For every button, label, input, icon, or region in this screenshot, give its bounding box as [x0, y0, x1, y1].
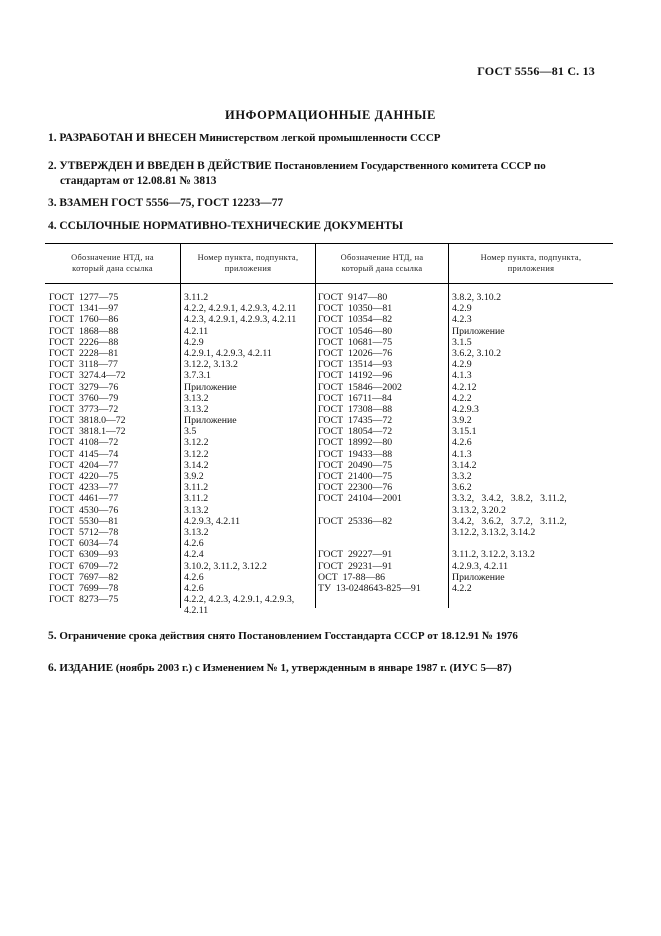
table-header-cell: [316, 252, 448, 274]
table-cell: 3.6.2: [452, 482, 472, 494]
table-cell: ГОСТ 7697—82: [49, 571, 119, 583]
table-cell: ГОСТ 20490—75: [318, 459, 393, 471]
table-cell: 3.5: [184, 426, 197, 438]
table-cell: 3.12.2: [184, 437, 209, 449]
table-cell: ГОСТ 22300—76: [318, 482, 393, 494]
table-cell: 4.2.2: [452, 582, 472, 594]
table-cell: 3.3.2: [452, 471, 472, 482]
table-cell: ГОСТ 19433—88: [318, 448, 393, 460]
table-cell: 3.11.2: [184, 493, 209, 505]
table-col-divider: [315, 243, 316, 608]
table-cell: 3.13.2: [184, 526, 209, 538]
table-cell: ГОСТ 1277—75: [49, 292, 119, 303]
table-cell: ГОСТ 3773—72: [49, 403, 119, 415]
table-cell: 4.1.3: [452, 370, 472, 382]
table-cell: 3.13.2: [184, 504, 209, 516]
right-docs-column: [318, 292, 421, 594]
table-cell: 4.2.9.3: [452, 403, 479, 415]
table-cell: 3.13.2: [184, 403, 209, 415]
table-header-cell: [45, 252, 180, 274]
table-cell: ГОСТ 5712—78: [49, 526, 119, 538]
item-text: Постановлением Госстандарта СССР от 18.12.91 № 1976: [235, 630, 518, 642]
header-line: Обозначение НТД, на: [340, 253, 424, 262]
table-cell: 3.9.2: [452, 415, 472, 427]
table-cell: ГОСТ 18054—72: [318, 426, 393, 438]
item-number: 5.: [48, 630, 57, 642]
table-cell: ГОСТ 3760—79: [49, 392, 119, 404]
table-cell: 3.8.2, 3.10.2: [452, 292, 501, 303]
header-line: Обозначение НТД, на: [71, 253, 154, 262]
table-cell: ГОСТ 17435—72: [318, 415, 393, 427]
table-cell: [318, 505, 421, 516]
table-cell: ГОСТ 29227—91: [318, 549, 393, 561]
table-cell: 3.15.1: [452, 426, 477, 438]
left-items-column: [184, 292, 296, 616]
table-cell: 4.2.9.3, 4.2.11: [452, 560, 508, 572]
table-cell: ГОСТ 10354—82: [318, 314, 393, 326]
header-line: приложения: [507, 264, 555, 273]
table-cell: 3.7.3.1: [184, 370, 211, 382]
table-cell: 3.1.5: [452, 336, 472, 348]
table-cell: [452, 538, 567, 549]
table-cell: 4.2.9.1, 4.2.9.3, 4.2.11: [184, 347, 272, 359]
table-cell: ГОСТ 14192—96: [318, 370, 393, 382]
table-cell: ГОСТ 6709—72: [49, 560, 119, 572]
header-line: Номер пункта, подпункта,: [480, 253, 582, 262]
table-cell: 3.14.2: [452, 459, 477, 471]
table-cell: ГОСТ 8273—75: [49, 594, 119, 606]
references-table: [45, 243, 613, 617]
item-number: 6.: [48, 662, 57, 674]
table-cell: Приложение: [184, 381, 237, 393]
table-cell: ГОСТ 3279—76: [49, 381, 119, 393]
table-cell: ГОСТ 4233—77: [49, 482, 119, 494]
table-cell: ОСТ 17-88—86: [318, 571, 386, 583]
table-cell: 4.2.6: [452, 437, 472, 449]
table-cell: ГОСТ 4145—74: [49, 448, 119, 460]
document-title: ИНФОРМАЦИОННЫЕ ДАННЫЕ: [225, 108, 436, 122]
table-cell: ГОСТ 9147—80: [318, 292, 388, 303]
left-docs-column: [49, 292, 126, 616]
table-cell: 4.2.4: [184, 549, 204, 561]
table-cell: ГОСТ 17308—88: [318, 403, 393, 415]
table-cell: ГОСТ 1760—86: [49, 314, 119, 326]
table-cell: ГОСТ 10350—81: [318, 303, 393, 315]
table-cell: 4.2.11: [184, 325, 209, 337]
table-cell: 3.11.2, 3.12.2, 3.13.2: [452, 549, 535, 561]
table-cell: ГОСТ 4204—77: [49, 459, 119, 471]
table-cell: ГОСТ 3118—77: [49, 359, 118, 371]
table-cell: 4.2.9: [452, 359, 472, 371]
table-cell: 3.6.2, 3.10.2: [452, 347, 501, 359]
table-cell: ГОСТ 3274.4—72: [49, 370, 126, 382]
table-cell: 3.13.2, 3.20.2: [452, 504, 506, 516]
table-cell: 4.2.2, 4.2.9.1, 4.2.9.3, 4.2.11: [184, 303, 297, 315]
table-cell: ГОСТ 3818.0—72: [49, 415, 126, 427]
table-cell: ГОСТ 2226—88: [49, 336, 119, 348]
item-heading: УТВЕРЖДЕН И ВВЕДЕН В ДЕЙСТВИЕ: [59, 160, 272, 172]
table-cell: ГОСТ 21400—75: [318, 471, 393, 482]
table-cell: ГОСТ 24104—2001: [318, 493, 402, 505]
item-heading: ИЗДАНИЕ (ноябрь 2003 г.) с Изменением № 1, утвержденным в январе 1987 г. (ИУС 5—87): [59, 662, 512, 674]
header-line: приложения: [224, 264, 272, 273]
item-heading: РАЗРАБОТАН И ВНЕСЕН: [59, 132, 197, 144]
table-cell: ГОСТ 3818.1—72: [49, 426, 126, 438]
item-text: Министерством легкой промышленности СССР: [196, 132, 441, 144]
table-cell: ГОСТ 12026—76: [318, 347, 393, 359]
item-1: [48, 131, 608, 146]
table-cell: 4.2.9: [452, 303, 472, 315]
table-cell: 4.2.9.3, 4.2.11: [184, 515, 240, 527]
item-4: [48, 219, 608, 234]
table-cell: ГОСТ 6309—93: [49, 549, 119, 561]
table-cell: Приложение: [452, 325, 505, 337]
page-header-reference: ГОСТ 5556—81 С. 13: [477, 64, 595, 78]
table-cell: 3.4.2, 3.6.2, 3.7.2, 3.11.2,: [452, 515, 567, 527]
table-header-cell: [449, 252, 613, 274]
item-heading: ВЗАМЕН ГОСТ 5556—75, ГОСТ 12233—77: [59, 197, 284, 209]
item-heading: Ограничение срока действия снято: [59, 630, 236, 642]
table-cell: ГОСТ 6034—74: [49, 538, 119, 550]
table-cell: 4.1.3: [452, 448, 472, 460]
table-cell: ГОСТ 5530—81: [49, 515, 119, 527]
table-col-divider: [180, 243, 181, 608]
right-items-column: [452, 292, 567, 594]
header-line: который дана ссылка: [341, 264, 423, 273]
table-cell: ГОСТ 1341—97: [49, 303, 119, 315]
table-header-cell: [181, 252, 315, 274]
table-cell: Приложение: [452, 571, 505, 583]
item-heading: ССЫЛОЧНЫЕ НОРМАТИВНО-ТЕХНИЧЕСКИЕ ДОКУМЕНТЫ: [59, 220, 403, 232]
item-3: [48, 196, 608, 211]
table-cell: 4.2.3, 4.2.9.1, 4.2.9.3, 4.2.11: [184, 314, 297, 326]
table-cell: ГОСТ 10546—80: [318, 325, 393, 337]
table-cell: 4.2.9: [184, 336, 204, 348]
table-cell: 4.2.12: [452, 381, 477, 393]
item-text-line2: стандартам от 12.08.81 № 3813: [60, 175, 217, 187]
table-cell: ГОСТ 4530—76: [49, 504, 119, 516]
table-cell: ГОСТ 4108—72: [49, 437, 119, 449]
table-cell: 4.2.2: [452, 392, 472, 404]
item-5: [48, 629, 608, 644]
item-number: 3.: [48, 197, 57, 209]
table-cell: ГОСТ 10681—75: [318, 336, 393, 348]
table-cell: ГОСТ 25336—82: [318, 515, 393, 527]
table-cell: 3.12.2: [184, 448, 209, 460]
table-cell: ГОСТ 13514—93: [318, 359, 393, 371]
table-cell: [318, 527, 421, 538]
table-cell: ГОСТ 16711—84: [318, 392, 392, 404]
table-cell: 4.2.2, 4.2.3, 4.2.9.1, 4.2.9.3,: [184, 594, 295, 606]
table-cell: 3.11.2: [184, 292, 209, 303]
item-text: Постановлением Государственного комитета СССР по: [271, 160, 546, 172]
item-6: [48, 661, 608, 676]
table-cell: 3.9.2: [184, 471, 204, 482]
table-header-rule: [45, 283, 613, 284]
table-col-divider: [448, 243, 449, 608]
table-cell: Приложение: [184, 415, 237, 427]
table-cell: 4.2.11: [184, 605, 209, 617]
table-cell: 4.2.6: [184, 538, 204, 550]
table-cell: [318, 538, 421, 549]
item-number: 1.: [48, 132, 57, 144]
table-cell: 4.2.3: [452, 314, 472, 326]
item-number: 4.: [48, 220, 57, 232]
item-number: 2.: [48, 160, 57, 172]
table-cell: ГОСТ 18992—80: [318, 437, 393, 449]
table-cell: ГОСТ 4461—77: [49, 493, 119, 505]
table-cell: 4.2.6: [184, 571, 204, 583]
table-cell: 3.12.2, 3.13.2, 3.14.2: [452, 526, 536, 538]
table-cell: 3.10.2, 3.11.2, 3.12.2: [184, 560, 267, 572]
table-cell: 3.3.2, 3.4.2, 3.8.2, 3.11.2,: [452, 493, 567, 505]
table-cell: ТУ 13-0248643-825—91: [318, 582, 421, 594]
table-cell: ГОСТ 1868—88: [49, 325, 119, 337]
item-2: [48, 159, 608, 189]
header-line: Номер пункта, подпункта,: [197, 253, 299, 262]
table-cell: ГОСТ 7699—78: [49, 582, 119, 594]
table-cell: 3.13.2: [184, 392, 209, 404]
table-cell: 3.11.2: [184, 482, 209, 494]
table-cell: ГОСТ 29231—91: [318, 560, 393, 572]
table-cell: 4.2.6: [184, 582, 204, 594]
table-cell: ГОСТ 2228—81: [49, 347, 119, 359]
header-line: который дана ссылка: [72, 264, 153, 273]
table-cell: ГОСТ 15846—2002: [318, 381, 402, 393]
table-cell: 3.14.2: [184, 459, 209, 471]
table-cell: ГОСТ 4220—75: [49, 471, 119, 482]
table-cell: [49, 605, 126, 616]
table-top-rule: [45, 243, 613, 244]
table-cell: 3.12.2, 3.13.2: [184, 359, 238, 371]
